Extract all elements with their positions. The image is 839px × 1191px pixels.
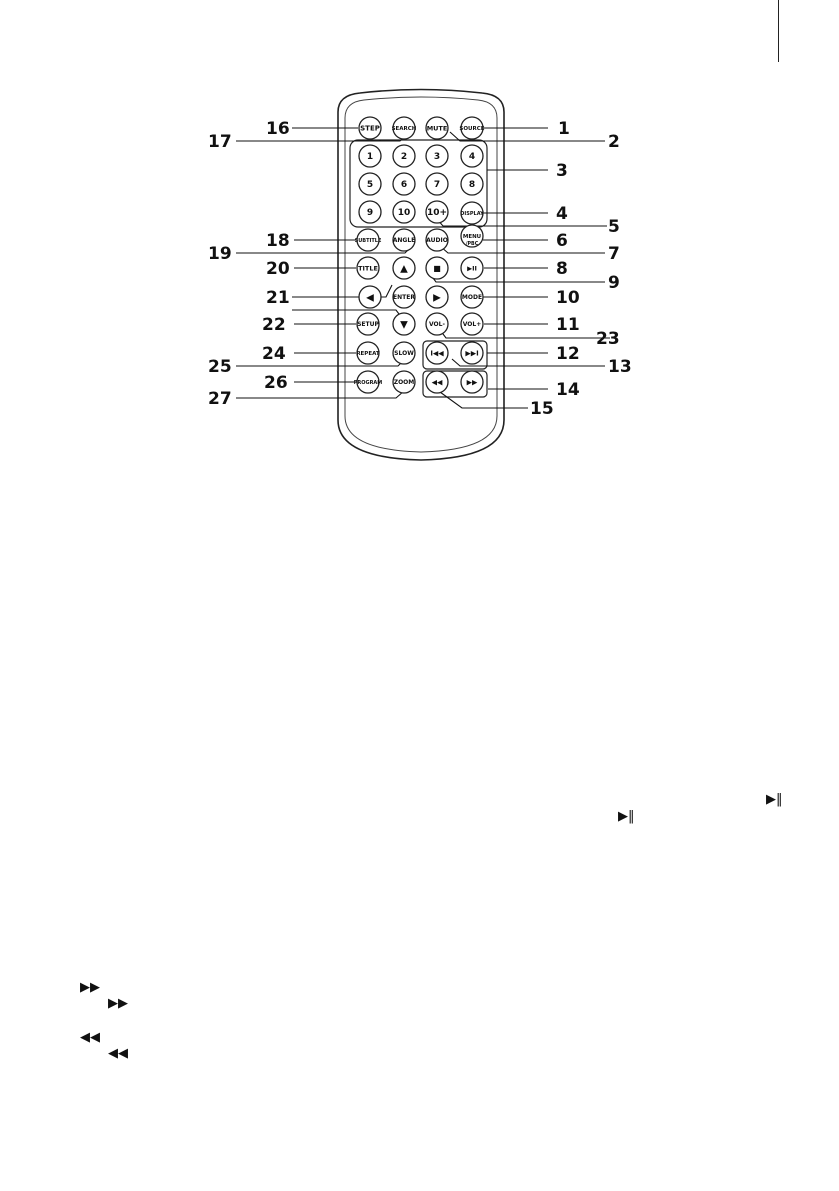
mute-label: MUTE <box>426 124 448 133</box>
rewind-icon: ◀◀ <box>80 1030 100 1045</box>
callout-8: 8 <box>556 259 568 279</box>
menu-label: MENU <box>462 233 482 240</box>
zoom-button[interactable] <box>393 371 415 393</box>
callout-21: 21 <box>266 288 290 308</box>
zoom-label: ZOOM <box>393 379 415 387</box>
down-label: ▼ <box>400 319 408 331</box>
step-button[interactable] <box>359 117 381 139</box>
title-label: TITLE <box>358 264 378 273</box>
callout-9: 9 <box>608 273 620 293</box>
callout-19: 19 <box>208 244 232 264</box>
display-label: DISPLAY <box>460 210 484 217</box>
angle-button[interactable] <box>393 229 416 251</box>
vol-minus-label: VOL- <box>429 321 445 329</box>
n9-label: 9 <box>366 208 374 219</box>
play-pause-icon: ▶‖ <box>766 792 783 807</box>
subtitle-label: SUBTITLE <box>354 237 382 244</box>
callout-numbers <box>208 119 632 419</box>
enter-button[interactable] <box>393 286 415 308</box>
n10plus-label: 10+ <box>426 208 448 219</box>
n3-label: 3 <box>433 152 441 163</box>
setup-label: SETUP <box>357 321 379 329</box>
n10plus-button[interactable] <box>426 201 448 223</box>
program-button[interactable] <box>354 371 383 393</box>
fast-forward-icon: ▶▶ <box>108 996 128 1011</box>
remote-buttons <box>354 117 485 393</box>
enter-label: ENTER <box>393 294 415 302</box>
callout-18: 18 <box>266 231 290 251</box>
callout-4: 4 <box>556 204 568 224</box>
callout-13: 13 <box>608 357 632 377</box>
menu-button[interactable] <box>461 225 483 247</box>
search-label: SEARCH <box>391 125 417 132</box>
callout-20: 20 <box>266 259 290 279</box>
audio-button[interactable] <box>426 229 448 251</box>
n7-label: 7 <box>433 180 441 191</box>
callout-11: 11 <box>556 315 580 335</box>
callout-5: 5 <box>608 217 620 237</box>
rewind-icon: ◀◀ <box>108 1046 128 1061</box>
callout-23: 23 <box>596 329 620 349</box>
callout-22: 22 <box>262 315 286 335</box>
prev-label: I◀◀ <box>430 349 444 358</box>
callout-26: 26 <box>264 373 288 393</box>
callout-17: 17 <box>208 132 232 152</box>
callout-27: 27 <box>208 389 232 409</box>
down-button[interactable] <box>393 313 415 335</box>
forward-label: ▶▶ <box>466 378 478 387</box>
angle-label: ANGLE <box>392 237 416 245</box>
n1-button[interactable] <box>359 145 381 167</box>
play-pause-label: ▶II <box>467 264 477 273</box>
play-pause-icon: ▶‖ <box>618 809 635 824</box>
n6-label: 6 <box>400 180 408 191</box>
n2-button[interactable] <box>393 145 415 167</box>
n5-button[interactable] <box>359 173 381 195</box>
search-button[interactable] <box>392 117 417 139</box>
n3-button[interactable] <box>426 145 448 167</box>
pbc-label: /PBC <box>465 242 479 247</box>
slow-label: SLOW <box>394 350 414 358</box>
stop-button[interactable] <box>426 257 448 279</box>
vol-minus-button[interactable] <box>426 313 448 335</box>
callout-7: 7 <box>608 244 620 264</box>
callout-10: 10 <box>556 288 580 308</box>
left-button[interactable] <box>359 286 381 308</box>
display-button[interactable] <box>460 202 484 224</box>
n1-label: 1 <box>366 152 374 163</box>
callout-12: 12 <box>556 344 580 364</box>
audio-label: AUDIO <box>426 237 448 245</box>
setup-button[interactable] <box>357 313 379 335</box>
n5-label: 5 <box>366 180 374 191</box>
up-label: ▲ <box>400 263 408 275</box>
rewind-label: ◀◀ <box>431 378 443 387</box>
right-label: ▶ <box>433 292 441 304</box>
callout-15: 15 <box>530 399 554 419</box>
mode-button[interactable] <box>461 286 483 308</box>
up-button[interactable] <box>393 257 415 279</box>
next-button[interactable] <box>461 342 483 364</box>
next-label: ▶▶I <box>465 349 479 358</box>
callout-6: 6 <box>556 231 568 251</box>
callout-16: 16 <box>266 119 290 139</box>
repeat-label: REPEAT <box>356 350 380 357</box>
vol-plus-button[interactable] <box>461 313 483 335</box>
mode-label: MODE <box>461 294 483 302</box>
mute-button[interactable] <box>426 117 448 139</box>
play-pause-button[interactable] <box>461 257 483 279</box>
source-label: SOURCE <box>459 125 485 132</box>
n6-button[interactable] <box>393 173 415 195</box>
callout-2: 2 <box>608 132 620 152</box>
callout-25: 25 <box>208 357 232 377</box>
forward-button[interactable] <box>461 371 483 393</box>
subtitle-button[interactable] <box>355 229 382 251</box>
n4-button[interactable] <box>461 145 483 167</box>
n7-button[interactable] <box>426 173 448 195</box>
vol-plus-label: VOL+ <box>462 321 482 329</box>
callout-14: 14 <box>556 380 580 400</box>
source-button[interactable] <box>459 117 484 139</box>
title-button[interactable] <box>357 257 379 279</box>
step-label: STEP <box>360 124 380 133</box>
callout-24: 24 <box>262 344 286 364</box>
n4-label: 4 <box>468 152 476 163</box>
prev-button[interactable] <box>426 342 448 364</box>
n10-button[interactable] <box>393 201 415 223</box>
slow-button[interactable] <box>393 342 415 364</box>
stop-label: ■ <box>433 263 441 273</box>
n8-label: 8 <box>468 180 476 191</box>
repeat-button[interactable] <box>356 342 380 364</box>
callout-3: 3 <box>556 161 568 181</box>
n2-label: 2 <box>400 152 408 163</box>
n8-button[interactable] <box>461 173 483 195</box>
n9-button[interactable] <box>359 201 381 223</box>
program-label: PROGRAM <box>353 379 383 386</box>
left-label: ◀ <box>366 292 374 304</box>
callout-1: 1 <box>558 119 570 139</box>
n10-label: 10 <box>397 208 411 219</box>
right-button[interactable] <box>426 286 448 308</box>
fast-forward-icon: ▶▶ <box>80 980 100 995</box>
rewind-button[interactable] <box>426 371 448 393</box>
